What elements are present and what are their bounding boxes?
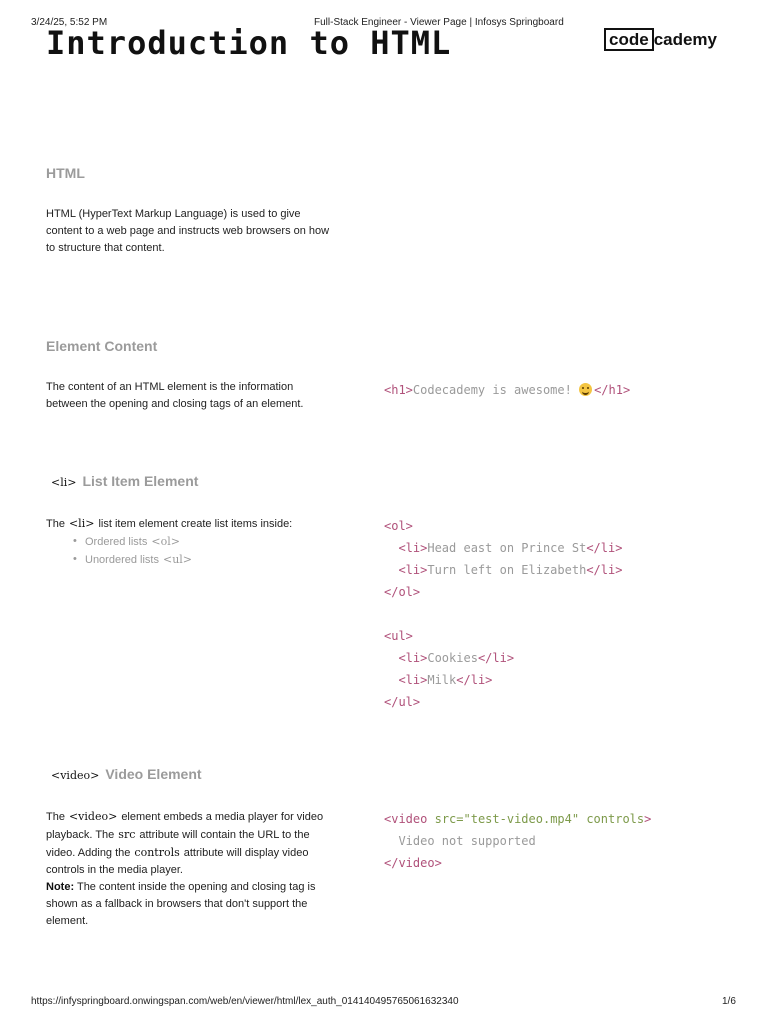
note-label: Note: bbox=[46, 881, 75, 893]
inline-code-video: <video> bbox=[68, 810, 118, 823]
section-tag-video: <video> bbox=[51, 769, 100, 782]
section-heading-text: List Item Element bbox=[82, 473, 199, 489]
code-line bbox=[384, 537, 622, 559]
code-token: src= bbox=[434, 812, 464, 826]
code-token: </li> bbox=[586, 541, 623, 555]
code-line bbox=[384, 625, 622, 647]
code-token: <video bbox=[384, 812, 428, 826]
text-segment: list item element create list items inside: bbox=[98, 518, 293, 530]
inline-code-controls: controls bbox=[134, 846, 180, 859]
codecademy-logo bbox=[604, 28, 717, 51]
print-page-title: Full-Stack Engineer - Viewer Page | Infosys Springboard bbox=[314, 17, 564, 28]
code-token: Codecademy is awesome! bbox=[412, 383, 580, 397]
code-token: <ul> bbox=[384, 629, 413, 643]
text-segment: attribute will display video controls in the media player. bbox=[46, 847, 309, 876]
code-token: <li> bbox=[398, 563, 428, 577]
code-line bbox=[384, 515, 622, 537]
code-token: "test-video.mp4" bbox=[463, 812, 580, 826]
code-line bbox=[384, 669, 622, 691]
code-token: controls bbox=[586, 812, 645, 826]
code-line bbox=[384, 808, 651, 830]
section-text-video bbox=[46, 808, 331, 930]
section-heading-video bbox=[51, 766, 202, 782]
code-line bbox=[384, 647, 622, 669]
section-text-element-content: The content of an HTML element is the information between the opening and closing tags of an element. bbox=[46, 381, 304, 410]
code-token: <ol> bbox=[384, 519, 413, 533]
code-token: Video not supported bbox=[398, 834, 536, 848]
inline-code-src: src bbox=[118, 828, 136, 841]
code-token: Head east on Prince St bbox=[427, 541, 587, 555]
section-heading-element-content: Element Content bbox=[46, 338, 158, 354]
code-token: Turn left on Elizabeth bbox=[427, 563, 587, 577]
print-datetime: 3/24/25, 5:52 PM bbox=[31, 17, 108, 28]
code-token: Cookies bbox=[427, 651, 478, 665]
text-segment: element embeds a media player for video playback. The bbox=[46, 811, 324, 841]
code-token: <li> bbox=[398, 541, 428, 555]
code-sample-list-item bbox=[384, 515, 622, 713]
code-line bbox=[384, 581, 622, 603]
list-item bbox=[85, 533, 196, 551]
inline-code-li: <li> bbox=[68, 517, 95, 530]
code-token: </li> bbox=[477, 651, 515, 665]
code-token: </ol> bbox=[384, 585, 421, 599]
section-text-list-item bbox=[46, 515, 331, 533]
code-token: > bbox=[644, 812, 652, 826]
grinning-face-icon bbox=[579, 383, 592, 396]
logo-box-text: code bbox=[604, 28, 654, 51]
code-token: </li> bbox=[586, 563, 623, 577]
code-line bbox=[384, 559, 622, 581]
code-line bbox=[384, 830, 651, 852]
section-text-html: HTML (HyperText Markup Language) is used to give content to a web page and instructs web browsers on how to structure that content. bbox=[46, 208, 330, 254]
code-token: </h1> bbox=[594, 383, 631, 397]
section-heading-text: Video Element bbox=[105, 766, 202, 782]
code-sample-video bbox=[384, 808, 651, 874]
code-token: </li> bbox=[456, 673, 493, 687]
section-tag-li: <li> bbox=[51, 476, 77, 489]
code-line bbox=[384, 852, 651, 874]
code-token: <h1> bbox=[384, 383, 413, 397]
text-segment: attribute will contain the URL to the video. Adding the bbox=[46, 829, 310, 859]
code-token: Milk bbox=[427, 673, 457, 687]
print-url: https://infyspringboard.onwingspan.com/web/en/viewer/html/lex_auth_01414049576506163234​0 bbox=[31, 996, 459, 1007]
code-sample-element-content bbox=[384, 379, 630, 401]
list-item-label: Unordered lists bbox=[85, 554, 159, 566]
print-page-number: 1/6 bbox=[722, 996, 736, 1007]
text-segment: The bbox=[46, 811, 65, 823]
list-types bbox=[46, 533, 196, 569]
list-item-label: Ordered lists bbox=[85, 536, 148, 548]
note-text: The content inside the opening and closing tag is shown as a fallback in browsers that don't support the element. bbox=[46, 881, 316, 927]
code-token: <li> bbox=[398, 651, 428, 665]
list-item-tag: <ul> bbox=[162, 553, 193, 566]
section-heading-list-item bbox=[51, 473, 198, 489]
code-line bbox=[384, 603, 622, 625]
list-item-tag: <ol> bbox=[151, 535, 180, 548]
section-heading-html: HTML bbox=[46, 165, 85, 181]
code-line bbox=[384, 691, 622, 713]
list-item bbox=[85, 551, 196, 569]
code-token: </video> bbox=[384, 856, 442, 870]
text-segment: The bbox=[46, 518, 65, 530]
logo-rest-text: cademy bbox=[653, 30, 718, 49]
code-token: <li> bbox=[398, 673, 428, 687]
page-title: Introduction to HTML bbox=[46, 24, 452, 62]
code-token: </ul> bbox=[384, 695, 421, 709]
